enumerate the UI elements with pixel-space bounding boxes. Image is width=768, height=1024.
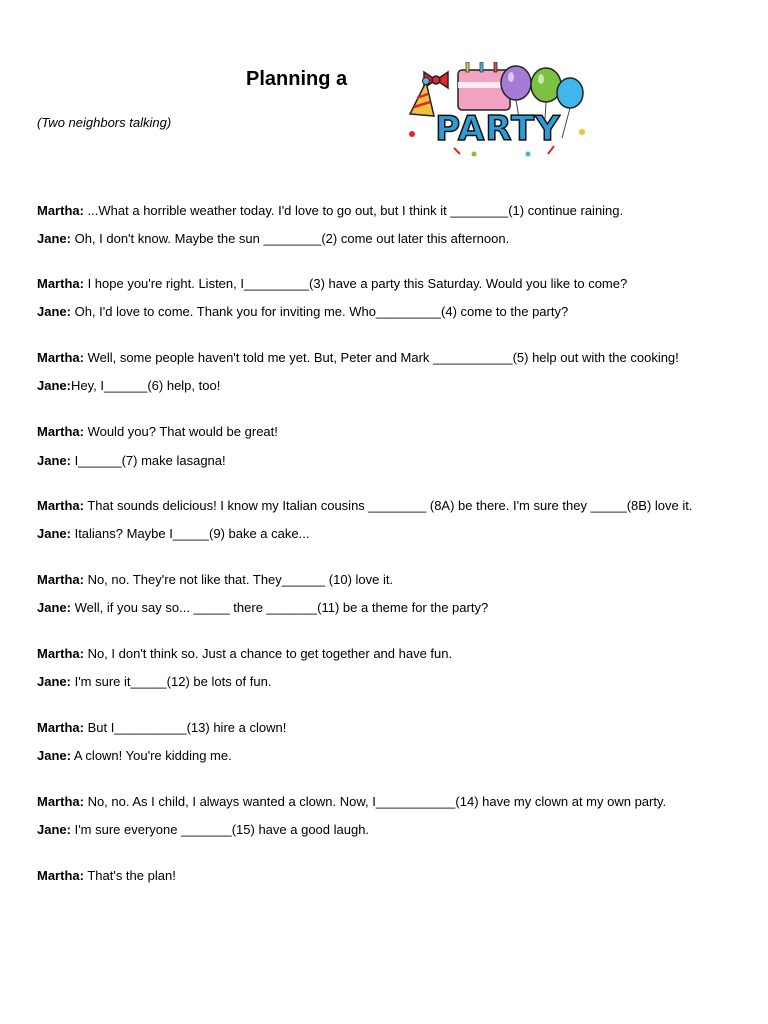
line-text: That's the plan! <box>83 868 176 883</box>
dialogue-line-8 <box>37 452 748 469</box>
speaker-name: Jane: <box>37 600 71 615</box>
dialogue-line-9 <box>37 497 748 514</box>
speaker-name: Jane: <box>37 453 71 468</box>
dialogue-line-2 <box>37 230 748 247</box>
speaker-name: Martha: <box>37 646 84 661</box>
dialogue-line-1 <box>37 202 748 219</box>
dialogue-line-3 <box>37 275 748 292</box>
line-text: A clown! You're kidding me. <box>70 748 232 763</box>
line-text: No, no. As I child, I always wanted a clown. Now, I___________(14) have my clown at my own party. <box>83 794 667 809</box>
line-text: Hey, I______(6) help, too! <box>70 378 221 393</box>
speaker-name: Jane: <box>37 231 71 246</box>
line-text: I'm sure it_____(12) be lots of fun. <box>70 674 272 689</box>
speaker-name: Jane: <box>37 822 71 837</box>
dialogue-line-11 <box>37 571 748 588</box>
page-subtitle: (Two neighbors talking) <box>37 115 172 130</box>
dialogue-line-7 <box>37 423 748 440</box>
speaker-name: Jane: <box>37 378 71 393</box>
line-text: No, I don't think so. Just a chance to get together and have fun. <box>83 646 453 661</box>
dialogue-line-10 <box>37 525 748 542</box>
dialogue-line-15 <box>37 719 748 736</box>
party-logo-icon <box>404 62 590 162</box>
speaker-name: Martha: <box>37 424 84 439</box>
line-text: Well, some people haven't told me yet. But, Peter and Mark ___________(5) help out with the cooking! <box>83 350 679 365</box>
dialogue-line-16 <box>37 747 748 764</box>
line-text: I hope you're right. Listen, I_________(3) have a party this Saturday. Would you like to come? <box>83 276 628 291</box>
speaker-name: Martha: <box>37 794 84 809</box>
line-text: I'm sure everyone _______(15) have a good laugh. <box>70 822 370 837</box>
dialogue-line-6 <box>37 377 748 394</box>
speaker-name: Martha: <box>37 868 84 883</box>
speaker-name: Jane: <box>37 674 71 689</box>
line-text: No, no. They're not like that. They______ (10) love it. <box>83 572 394 587</box>
dialogue-line-4 <box>37 303 748 320</box>
dialogue-line-18 <box>37 821 748 838</box>
dialogue-line-13 <box>37 645 748 662</box>
line-text: That sounds delicious! I know my Italian cousins ________ (8A) be there. I'm sure they _____(8B) love it. <box>83 498 693 513</box>
dialogue-line-17 <box>37 793 748 810</box>
speaker-name: Martha: <box>37 572 84 587</box>
page-title: Planning a <box>246 68 348 90</box>
speaker-name: Martha: <box>37 720 84 735</box>
speaker-name: Jane: <box>37 748 71 763</box>
dialogue-line-19 <box>37 867 748 884</box>
speaker-name: Martha: <box>37 276 84 291</box>
line-text: Oh, I'd love to come. Thank you for inviting me. Who_________(4) come to the party? <box>70 304 569 319</box>
line-text: ...What a horrible weather today. I'd love to go out, but I think it ________(1) continue raining. <box>83 203 624 218</box>
dialogue-line-14 <box>37 673 748 690</box>
speaker-name: Jane: <box>37 526 71 541</box>
line-text: Well, if you say so... _____ there _______(11) be a theme for the party? <box>70 600 489 615</box>
party-logo-text: PARTY <box>435 109 561 149</box>
speaker-name: Jane: <box>37 304 71 319</box>
dialogue-line-12 <box>37 599 748 616</box>
speaker-name: Martha: <box>37 498 84 513</box>
speaker-name: Martha: <box>37 203 84 218</box>
line-text: Italians? Maybe I_____(9) bake a cake... <box>70 526 310 541</box>
speaker-name: Martha: <box>37 350 84 365</box>
line-text: I______(7) make lasagna! <box>70 453 226 468</box>
line-text: But I__________(13) hire a clown! <box>83 720 287 735</box>
line-text: Would you? That would be great! <box>83 424 278 439</box>
dialogue-line-5 <box>37 349 748 366</box>
line-text: Oh, I don't know. Maybe the sun ________(2) come out later this afternoon. <box>70 231 510 246</box>
